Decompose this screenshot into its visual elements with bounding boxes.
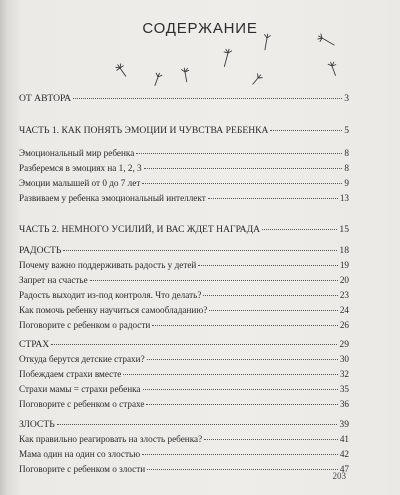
toc-entry bbox=[19, 434, 349, 448]
leader-dots bbox=[204, 438, 338, 440]
toc-entry-title: ОТ АВТОРА bbox=[19, 93, 72, 104]
toc-entry bbox=[19, 464, 349, 478]
toc-entry-page: 39 bbox=[339, 419, 349, 430]
leader-dots bbox=[262, 228, 337, 230]
toc-entry-page: 19 bbox=[339, 260, 349, 270]
toc-entry-title: Поговорите с ребенком о страхе bbox=[19, 399, 145, 409]
toc-entry-title: Поговорите с ребенком о злости bbox=[19, 464, 146, 474]
toc-entry-title: Страхи мамы = страхи ребенка bbox=[19, 384, 141, 394]
leader-dots bbox=[51, 343, 337, 345]
toc-entry-title: Как помочь ребенку научиться самообладанию? bbox=[19, 305, 208, 315]
leader-dots bbox=[152, 324, 337, 326]
toc-entry-fear bbox=[19, 339, 349, 353]
toc-entry-title: Почему важно поддерживать радость у детей bbox=[19, 260, 197, 270]
toc-entry-page: 5 bbox=[344, 125, 349, 136]
toc-entry-page: 26 bbox=[339, 320, 349, 330]
toc-entry bbox=[19, 369, 349, 383]
leader-dots bbox=[270, 129, 342, 131]
leader-dots bbox=[63, 249, 337, 251]
leader-dots bbox=[142, 182, 342, 184]
toc-entry-title: Радость выходит из-под контроля. Что делать? bbox=[19, 290, 202, 300]
toc-entry-title: Побеждаем страхи вместе bbox=[19, 369, 122, 379]
toc-entry-page: 41 bbox=[339, 434, 349, 444]
toc-entry-author bbox=[19, 93, 349, 107]
toc-entry bbox=[19, 163, 349, 177]
dandelion-decoration bbox=[110, 30, 350, 90]
leader-dots bbox=[143, 388, 338, 390]
toc-entry bbox=[19, 193, 349, 207]
toc-entry-title: Развиваем у ребенка эмоциональный интеллект bbox=[19, 193, 206, 203]
leader-dots bbox=[147, 358, 338, 360]
toc-entry-page: 15 bbox=[339, 224, 349, 235]
leader-dots bbox=[198, 264, 337, 266]
toc-entry-title: ЗЛОСТЬ bbox=[19, 419, 55, 430]
toc-entry bbox=[19, 305, 349, 319]
toc-entry-page: 36 bbox=[339, 399, 349, 409]
leader-dots bbox=[136, 152, 342, 154]
toc-entry-title: Запрет на счастье bbox=[19, 275, 88, 285]
leader-dots bbox=[142, 453, 338, 455]
toc-entry-joy bbox=[19, 245, 349, 259]
toc-entry-page: 23 bbox=[339, 290, 349, 300]
leader-dots bbox=[147, 468, 338, 470]
toc-entry bbox=[19, 320, 349, 334]
toc-entry-page: 9 bbox=[344, 178, 349, 188]
toc-entry bbox=[19, 354, 349, 368]
leader-dots bbox=[57, 423, 338, 425]
leader-dots bbox=[208, 197, 338, 199]
toc-entry-title: ЧАСТЬ 2. НЕМНОГО УСИЛИЙ, И ВАС ЖДЕТ НАГРАДА bbox=[19, 224, 261, 235]
contents-title: СОДЕРЖАНИЕ bbox=[142, 20, 258, 37]
toc-entry-page: 8 bbox=[344, 148, 349, 158]
toc-entry-title: Эмоциональный мир ребенка bbox=[19, 148, 135, 158]
toc-entry bbox=[19, 178, 349, 192]
toc-entry-page: 18 bbox=[339, 245, 349, 256]
leader-dots bbox=[73, 97, 342, 99]
toc-entry-page: 47 bbox=[339, 464, 349, 474]
toc-entry-title: Поговорите с ребенком о радости bbox=[19, 320, 151, 330]
toc-entry bbox=[19, 384, 349, 398]
toc-entry-page: 32 bbox=[339, 369, 349, 379]
toc-entry-part1 bbox=[19, 125, 349, 139]
toc-entry-page: 42 bbox=[339, 449, 349, 459]
toc-entry-part2 bbox=[19, 224, 349, 238]
leader-dots bbox=[90, 279, 338, 281]
leader-dots bbox=[209, 309, 338, 311]
toc-entry bbox=[19, 148, 349, 162]
leader-dots bbox=[144, 167, 343, 169]
toc-entry-title: СТРАХ bbox=[19, 339, 50, 350]
toc-entry-title: Как правильно реагировать на злость ребенка? bbox=[19, 434, 203, 444]
toc-entry-title: РАДОСТЬ bbox=[19, 245, 62, 256]
toc-entry-page: 8 bbox=[344, 163, 349, 173]
toc-entry-page: 30 bbox=[339, 354, 349, 364]
toc-entry-page: 3 bbox=[344, 93, 349, 104]
leader-dots bbox=[123, 373, 338, 375]
toc-entry-page: 35 bbox=[339, 384, 349, 394]
toc-entry-page: 13 bbox=[339, 193, 349, 203]
toc-entry bbox=[19, 275, 349, 289]
toc-entry-title: ЧАСТЬ 1. КАК ПОНЯТЬ ЭМОЦИИ И ЧУВСТВА РЕБЕНКА bbox=[19, 125, 269, 136]
toc-entry bbox=[19, 260, 349, 274]
toc-entry-page: 24 bbox=[339, 305, 349, 315]
toc-entry-title: Откуда берутся детские страхи? bbox=[19, 354, 145, 364]
toc-entry-page: 20 bbox=[339, 275, 349, 285]
toc-entry bbox=[19, 449, 349, 463]
toc-entry-title: Разберемся в эмоциях на 1, 2, 3 bbox=[19, 163, 142, 173]
toc-entry bbox=[19, 290, 349, 304]
toc-entry-title: Эмоции малышей от 0 до 7 лет bbox=[19, 178, 141, 188]
toc-entry-title: Мама один на один со злостью bbox=[19, 449, 141, 459]
page-number: 203 bbox=[332, 471, 346, 481]
leader-dots bbox=[146, 403, 337, 405]
toc-entry bbox=[19, 399, 349, 413]
toc-entry-page: 29 bbox=[339, 339, 349, 350]
toc-entry-anger bbox=[19, 419, 349, 433]
leader-dots bbox=[203, 294, 337, 296]
